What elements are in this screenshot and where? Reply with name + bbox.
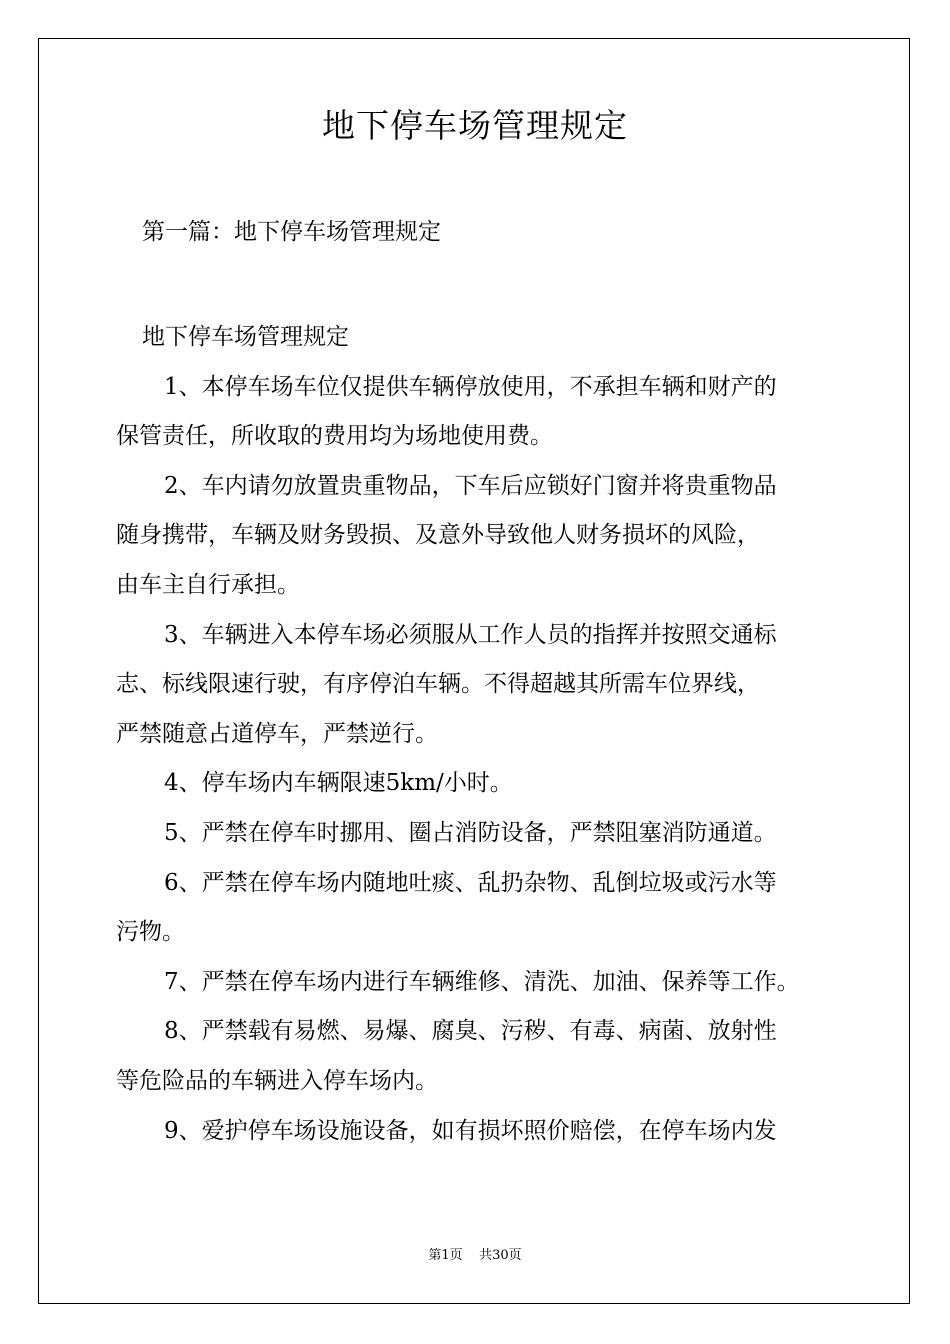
paragraph-line: 7、严禁在停车场内进行车辆维修、清洗、加油、保养等工作。 <box>164 968 800 995</box>
body-subtitle: 地下停车场管理规定 <box>142 324 349 350</box>
rule-paragraph-7 <box>116 958 834 1008</box>
paragraph-line: 污物。 <box>116 919 185 946</box>
rule-paragraph-4 <box>116 759 834 809</box>
rule-paragraph-2 <box>116 462 834 611</box>
paragraph-line: 9、爱护停车场设施设备，如有损坏照价赔偿，在停车场内发 <box>164 1117 777 1144</box>
paragraph-line: 5、严禁在停车时挪用、圈占消防设备，严禁阻塞消防通道。 <box>164 819 777 846</box>
rule-paragraph-1 <box>116 363 834 462</box>
paragraph-line: 1、本停车场车位仅提供车辆停放使用，不承担车辆和财产的 <box>164 373 777 400</box>
rule-paragraph-8 <box>116 1007 834 1106</box>
paragraph-line: 2、车内请勿放置贵重物品，下车后应锁好门窗并将贵重物品 <box>164 472 777 499</box>
rule-paragraph-6 <box>116 859 834 958</box>
section-heading: 第一篇：地下停车场管理规定 <box>142 219 441 245</box>
page-number-footer: 第1页 共30页 <box>428 1248 522 1263</box>
document-body <box>116 313 834 1156</box>
paragraph-line: 8、严禁载有易燃、易爆、腐臭、污秽、有毒、病菌、放射性 <box>164 1018 777 1045</box>
rule-paragraph-5 <box>116 809 834 859</box>
rule-paragraph-9 <box>116 1107 834 1157</box>
paragraph-line: 6、严禁在停车场内随地吐痰、乱扔杂物、乱倒垃圾或污水等 <box>164 869 777 896</box>
paragraph-line: 4、停车场内车辆限速5km/小时。 <box>164 770 513 797</box>
paragraph-line: 3、车辆进入本停车场必须服从工作人员的指挥并按照交通标 <box>164 621 777 648</box>
document-title: 地下停车场管理规定 <box>322 106 628 145</box>
paragraph-line: 随身携带，车辆及财务毁损、及意外导致他人财务损坏的风险， <box>116 522 760 549</box>
paragraph-line: 等危险品的车辆进入停车场内。 <box>116 1067 438 1094</box>
paragraph-line: 保管责任，所收取的费用均为场地使用费。 <box>116 423 553 450</box>
rule-paragraph-3 <box>116 611 834 760</box>
paragraph-line: 由车主自行承担。 <box>116 571 300 598</box>
paragraph-line: 志、标线限速行驶，有序停泊车辆。不得超越其所需车位界线， <box>116 671 760 698</box>
paragraph-line: 严禁随意占道停车，严禁逆行。 <box>116 720 438 747</box>
